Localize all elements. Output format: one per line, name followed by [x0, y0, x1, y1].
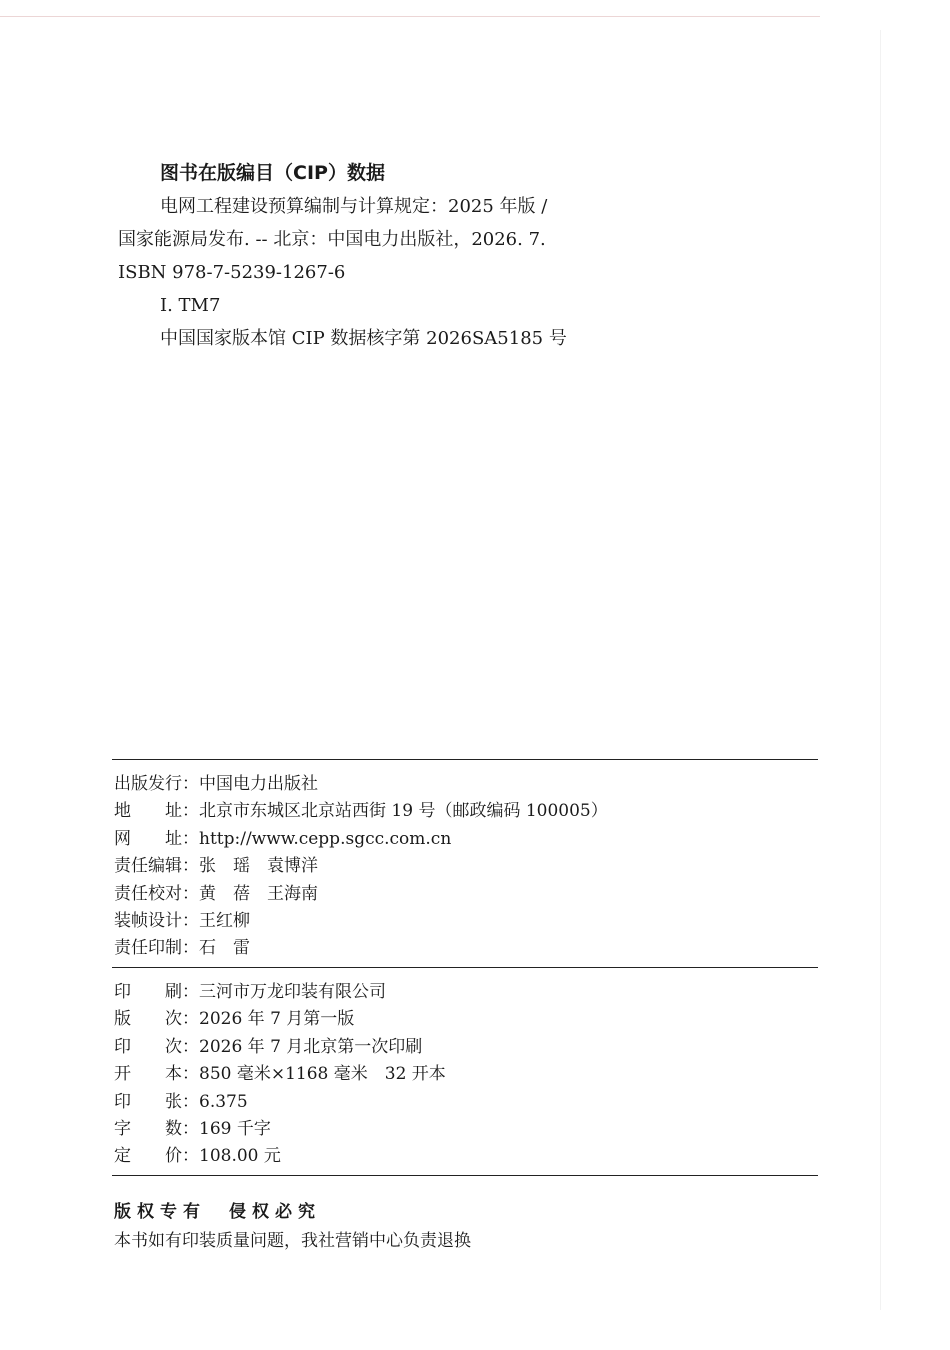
print-info-row	[114, 1116, 834, 1143]
divider-bottom	[112, 1175, 818, 1176]
info-label: 定 价：	[114, 1146, 199, 1167]
scan-edge-right	[880, 30, 881, 1310]
cip-block	[118, 156, 838, 355]
info-value: 石 雷	[199, 938, 250, 959]
info-label: 责任编辑：	[114, 856, 199, 877]
info-label: 责任印制：	[114, 938, 199, 959]
info-label: 印 刷：	[114, 982, 199, 1002]
cip-title: 图书在版编目（CIP）数据	[160, 162, 385, 184]
print-info-row	[114, 1061, 834, 1088]
info-value: http://www.cepp.sgcc.com.cn	[199, 828, 452, 849]
info-value: 三河市万龙印装有限公司	[199, 982, 386, 1002]
print-info-row	[114, 1034, 834, 1061]
print-info-row	[114, 979, 834, 1006]
info-label: 出版发行：	[114, 774, 199, 794]
publisher-info-row	[114, 826, 834, 853]
info-value: 6.375	[199, 1091, 248, 1112]
cip-isbn-line: ISBN 978-7-5239-1267-6	[118, 262, 346, 283]
divider-middle	[112, 967, 818, 968]
rights-note: 本书如有印装质量问题，我社营销中心负责退换	[114, 1231, 471, 1251]
rights-block	[114, 1198, 834, 1256]
cip-classification-line: Ⅰ. TM7	[160, 295, 221, 316]
print-info	[114, 979, 834, 1171]
info-label: 地 址：	[114, 801, 199, 822]
scan-edge-top	[0, 16, 820, 17]
info-value: 北京市东城区北京站西街 19 号（邮政编码 100005）	[199, 801, 608, 822]
publisher-info-row	[114, 935, 834, 962]
info-value: 黄 蓓 王海南	[199, 883, 318, 904]
publisher-info	[114, 771, 834, 963]
publisher-info-row	[114, 881, 834, 908]
info-value: 169 千字	[199, 1118, 271, 1139]
publisher-info-row	[114, 798, 834, 825]
info-label: 印 张：	[114, 1091, 199, 1112]
print-info-row	[114, 1006, 834, 1033]
publisher-info-row	[114, 853, 834, 880]
publisher-info-row	[114, 908, 834, 935]
cip-publisher-line: 国家能源局发布. -- 北京：中国电力出版社，2026. 7.	[118, 229, 546, 250]
info-label: 责任校对：	[114, 883, 199, 904]
info-label: 装帧设计：	[114, 910, 199, 931]
info-label: 开 本：	[114, 1064, 199, 1085]
cip-record-number-line: 中国国家版本馆 CIP 数据核字第 2026SA5185 号	[160, 328, 567, 349]
info-value: 2026 年 7 月第一版	[199, 1009, 355, 1030]
info-label: 网 址：	[114, 828, 199, 849]
info-value: 850 毫米×1168 毫米 32 开本	[199, 1064, 446, 1085]
info-label: 印 次：	[114, 1036, 199, 1057]
info-value: 张 瑶 袁博洋	[199, 856, 318, 877]
divider-top	[112, 759, 818, 760]
cip-book-title-line: 电网工程建设预算编制与计算规定：2025 年版 /	[160, 196, 548, 217]
info-value: 中国电力出版社	[199, 774, 318, 794]
info-value: 王红柳	[199, 910, 250, 931]
info-value: 108.00 元	[199, 1146, 281, 1167]
info-label: 版 次：	[114, 1009, 199, 1030]
publisher-info-row	[114, 771, 834, 798]
rights-title: 版权专有 侵权必究	[114, 1202, 321, 1222]
info-value: 2026 年 7 月北京第一次印刷	[199, 1036, 423, 1057]
print-info-row	[114, 1143, 834, 1170]
info-label: 字 数：	[114, 1118, 199, 1139]
print-info-row	[114, 1089, 834, 1116]
